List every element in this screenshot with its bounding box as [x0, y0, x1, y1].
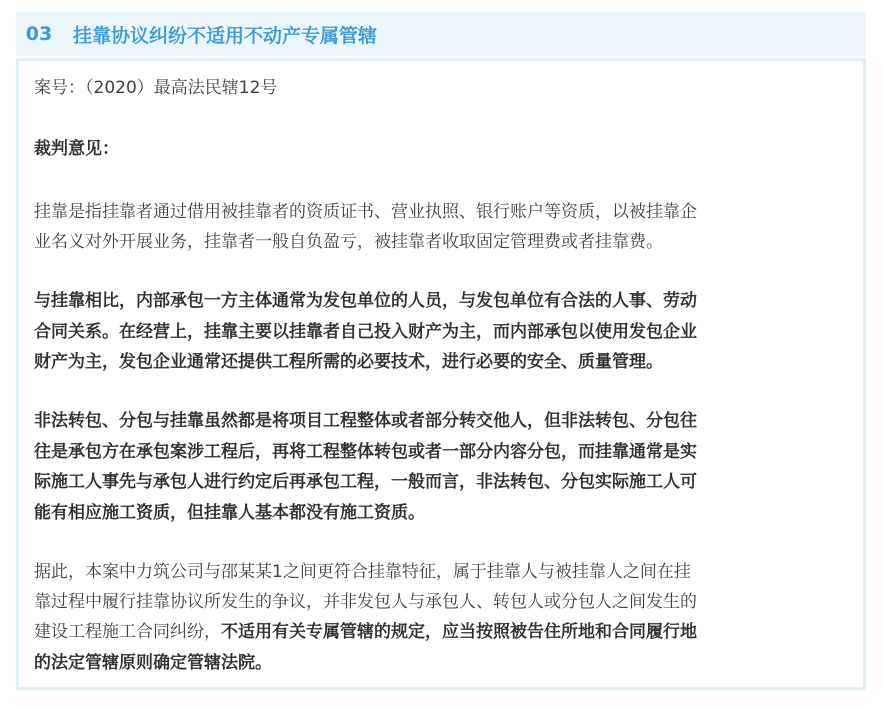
para3-line4: 能有相应施工资质，但挂靠人基本都没有施工资质。 — [34, 503, 425, 523]
para3-line2: 往是承包方在承包案涉工程后，再将工程整体转包或者一部分内容分包，而挂靠通常是实 — [34, 442, 697, 462]
opinion-heading: 裁判意见： — [34, 139, 119, 159]
para4-line3 — [34, 617, 849, 647]
section-header — [16, 12, 866, 56]
case-number: 案号：（2020）最高法民辖12号 — [34, 78, 278, 98]
section-title: 挂靠协议纠纷不适用不动产专属管辖 — [73, 24, 378, 47]
para2-line3: 财产为主，发包企业通常还提供工程所需的必要技术，进行必要的安全、质量管理。 — [34, 352, 663, 372]
para4-line3-normal: 建设工程施工合同纠纷， — [34, 622, 221, 642]
para1-line1: 挂靠是指挂靠者通过借用被挂靠者的资质证书、营业执照、银行账户等资质，以被挂靠企 — [34, 202, 697, 222]
para3-line1: 非法转包、分包与挂靠虽然都是将项目工程整体或者部分转交他人，但非法转包、分包往 — [34, 411, 697, 431]
para2-line2: 合同关系。在经营上，挂靠主要以挂靠者自己投入财产为主，而内部承包以使用发包企业 — [34, 322, 697, 342]
section-number: 03 — [25, 23, 53, 45]
para2-line1: 与挂靠相比，内部承包一方主体通常为发包单位的人员，与发包单位有合法的人事、劳动 — [34, 291, 697, 311]
para4-line4: 的法定管辖原则确定管辖法院。 — [34, 653, 272, 673]
content-card — [16, 58, 866, 690]
para4-line2: 靠过程中履行挂靠协议所发生的争议，并非发包人与承包人、转包人或分包人之间发生的 — [34, 592, 697, 612]
para4-line1: 据此，本案中力筑公司与邵某某1之间更符合挂靠特征，属于挂靠人与被挂靠人之间在挂 — [34, 562, 691, 582]
para3-line3: 际施工人事先与承包人进行约定后再承包工程，一般而言，非法转包、分包实际施工人可 — [34, 472, 697, 492]
para4-line3-bold: 不适用有关专属管辖的规定，应当按照被告住所地和合同履行地 — [221, 622, 697, 642]
para1-line2: 业名义对外开展业务，挂靠者一般自负盈亏，被挂靠者收取固定管理费或者挂靠费。 — [34, 232, 663, 252]
